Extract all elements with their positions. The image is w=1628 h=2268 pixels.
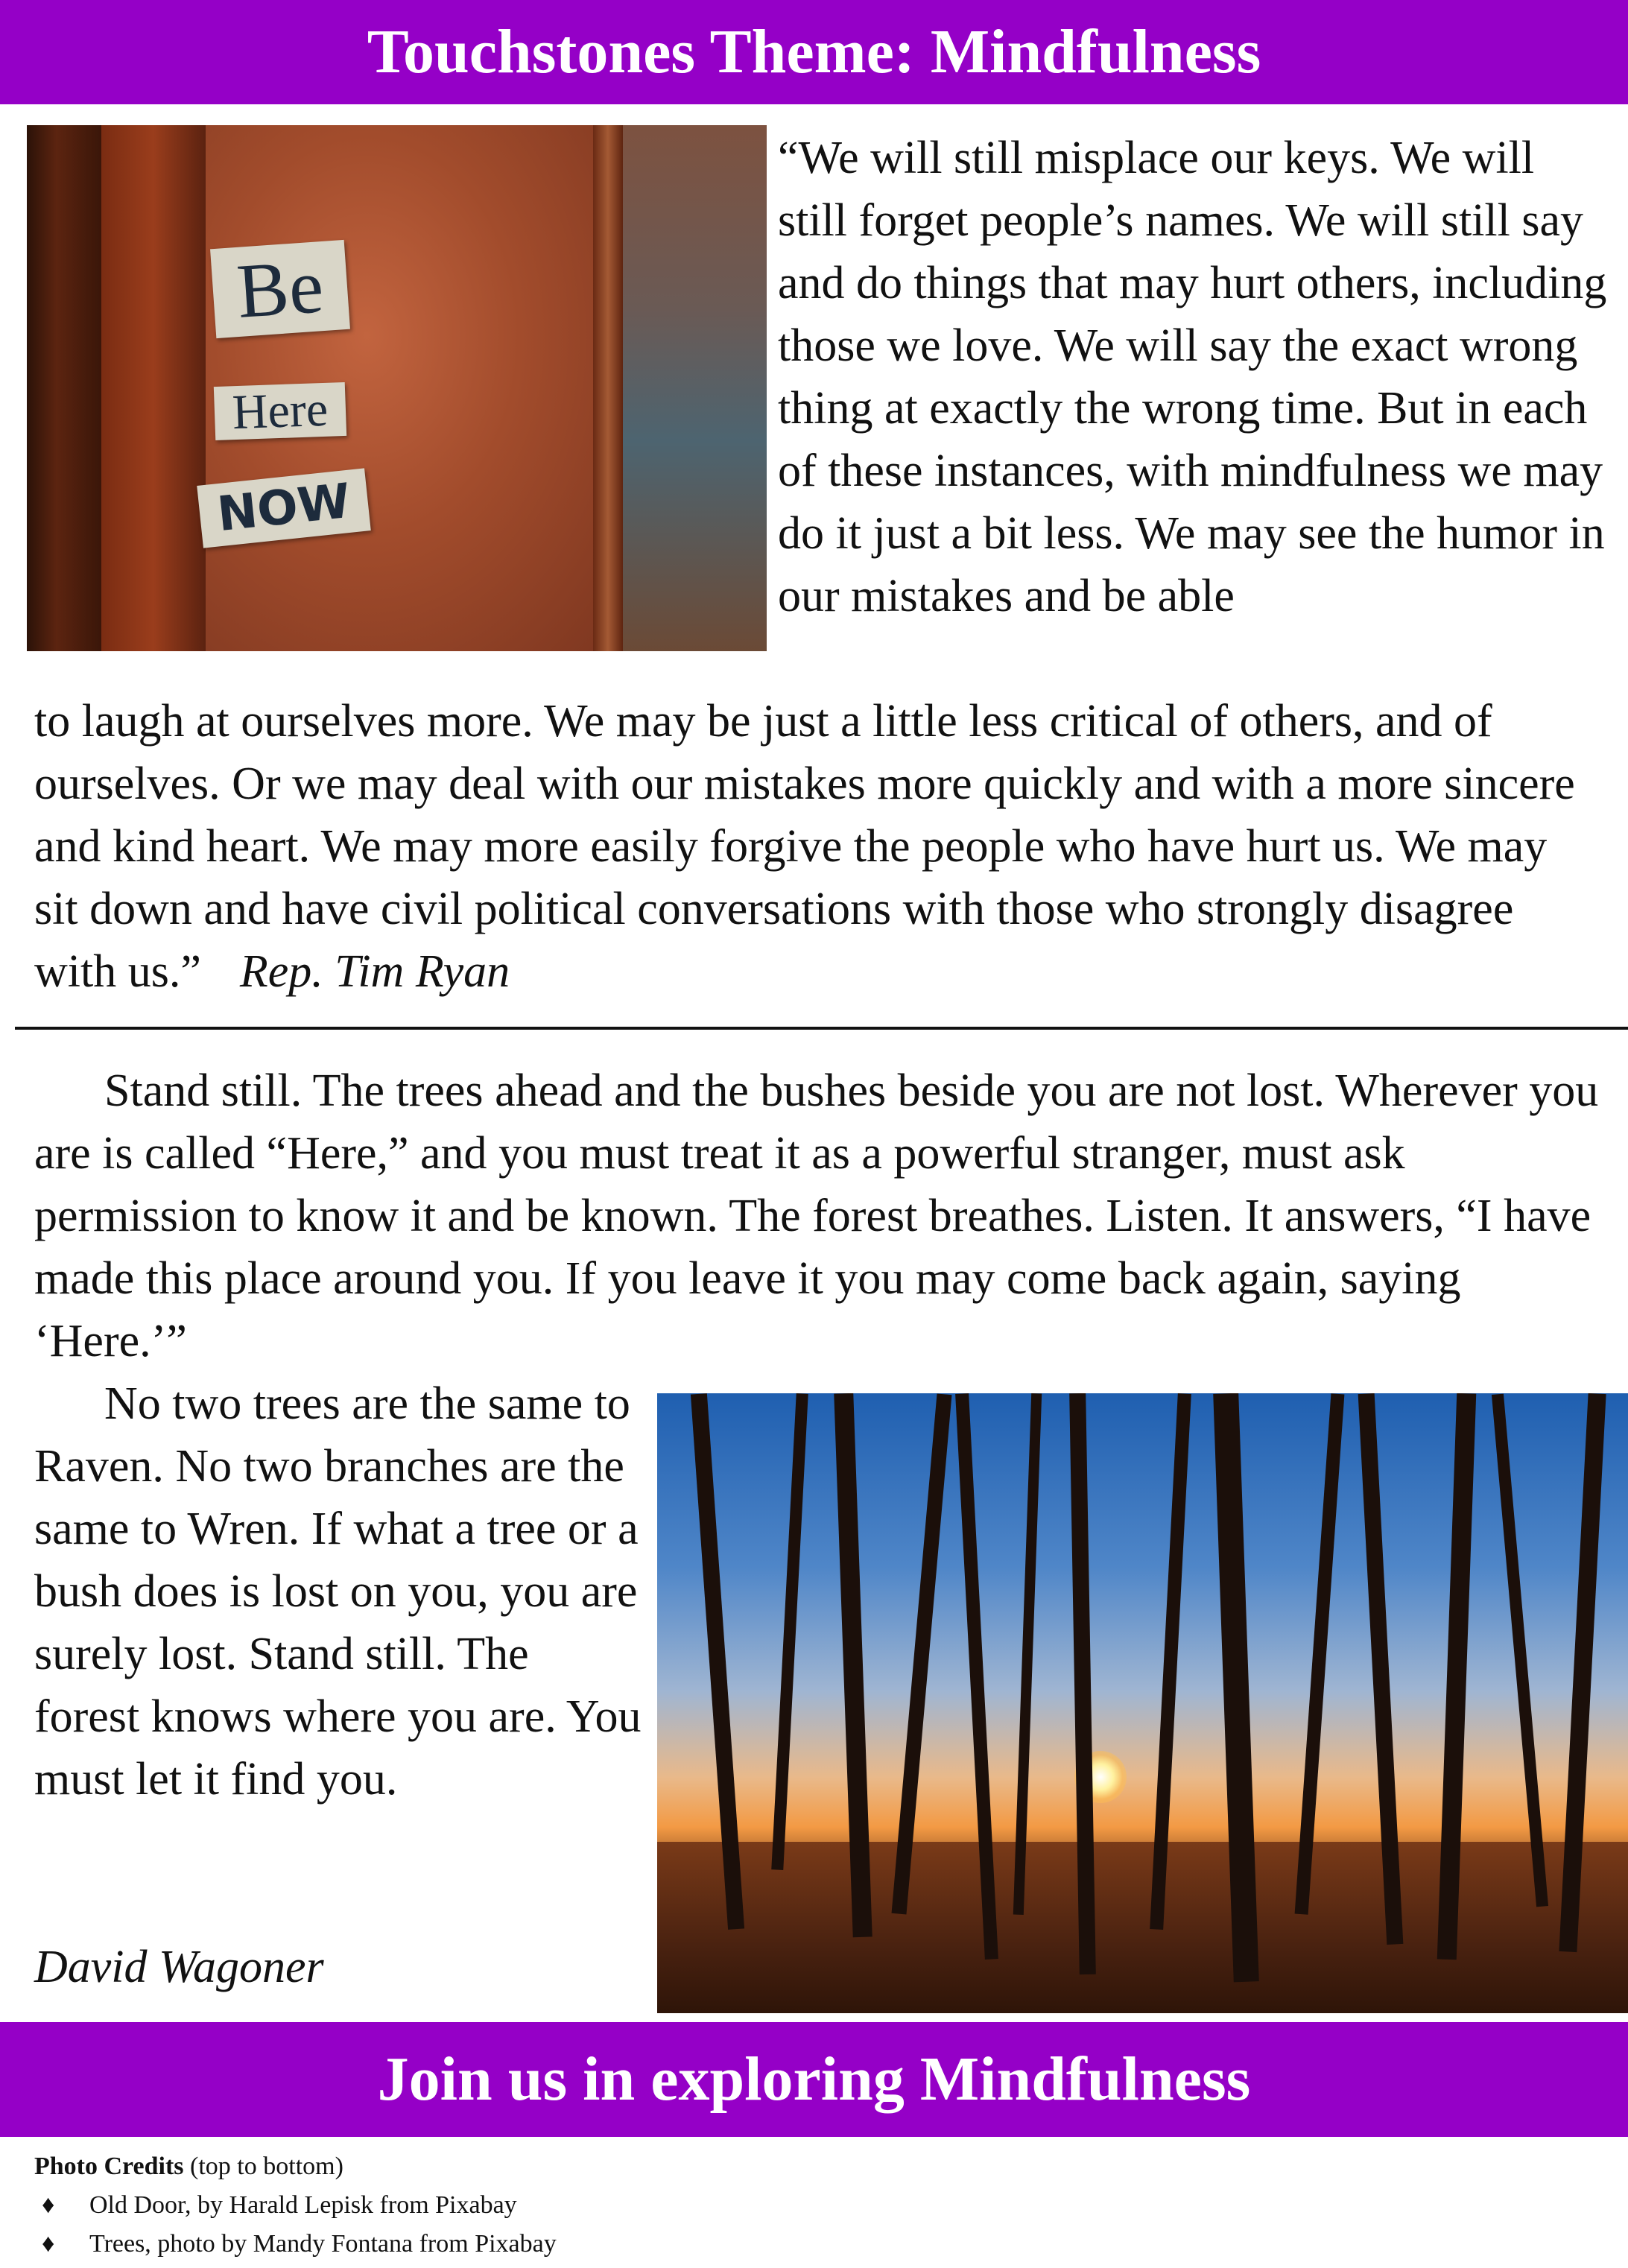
photo-credit-text: Trees, photo by Mandy Fontana from Pixabay bbox=[89, 2230, 557, 2258]
quote-text-continued bbox=[34, 690, 1599, 1003]
photo-credit-item bbox=[42, 2186, 517, 2225]
diamond-bullet-icon: ♦ bbox=[42, 2191, 55, 2219]
sticker-here: Here bbox=[214, 382, 346, 440]
diamond-bullet-icon: ♦ bbox=[42, 2230, 55, 2258]
quote-author: Rep. Tim Ryan bbox=[239, 946, 510, 997]
header-banner bbox=[0, 0, 1628, 104]
forest-floor bbox=[657, 1842, 1628, 2013]
tree-trunk bbox=[892, 1393, 952, 1914]
poem-paragraph-1: Stand still. The trees ahead and the bushes beside you are not lost. Wherever you are is called “Here,” and you must treat it as a powerful stranger, must ask permission to know it and be known. The forest breathes. Listen. It answers, “I have made this place around you. If you leave it you may come back again, saying ‘Here.’” bbox=[34, 1065, 1599, 1366]
header-title: Touchstones Theme: Mindfulness bbox=[367, 17, 1261, 86]
weathered-wall bbox=[623, 125, 767, 651]
sticker-now: NOW bbox=[197, 468, 371, 548]
tree-trunk bbox=[1013, 1393, 1042, 1915]
photo-credit-text: Old Door, by Harald Lepisk from Pixabay bbox=[89, 2191, 517, 2219]
poem-paragraph-2: No two trees are the same to Raven. No two branches are the same to Wren. If what a tree or a bush does is lost on you, you are surely lost. Stand still. The forest knows where you are. You must let it find you. bbox=[34, 1378, 642, 1805]
footer-title: Join us in exploring Mindfulness bbox=[377, 2044, 1251, 2114]
forest-sunset-photo bbox=[657, 1393, 1628, 2013]
door-frame bbox=[101, 125, 206, 651]
poem-author: David Wagoner bbox=[34, 1942, 324, 1992]
photo-credits-title: Photo Credits bbox=[34, 2153, 184, 2180]
tree-trunk bbox=[771, 1393, 808, 1870]
sticker-be: Be bbox=[210, 240, 350, 338]
door-plank-edge bbox=[593, 125, 623, 651]
photo-credits-heading bbox=[34, 2147, 343, 2186]
photo-credit-item bbox=[42, 2225, 557, 2264]
quote-text-continued-body: to laugh at ourselves more. We may be just a little less critical of others, and of ourselves. Or we may deal with our mistakes more quickly and with a more sincere and kind heart. We may more easily forgive the people who have hurt us. We may sit down and have civil political conversations with those who strongly disagree with us.” bbox=[34, 696, 1575, 997]
tree-trunk bbox=[1492, 1394, 1548, 1907]
footer-banner bbox=[0, 2022, 1628, 2137]
door-frame-shadow bbox=[27, 125, 101, 651]
tree-trunk bbox=[1295, 1393, 1345, 1915]
quote-text-wrapped: “We will still misplace our keys. We will still forget people’s names. We will still say and do things that may hurt others, including those we love. We will say the exact wrong thing at exactly the wrong time. But in each of these instances, with mindfulness we may do it just a bit less. We may see the humor in our mistakes and be able bbox=[778, 133, 1607, 621]
section-divider bbox=[15, 1027, 1628, 1030]
old-door-photo bbox=[27, 125, 767, 651]
photo-credits-subtitle: (top to bottom) bbox=[190, 2153, 343, 2180]
